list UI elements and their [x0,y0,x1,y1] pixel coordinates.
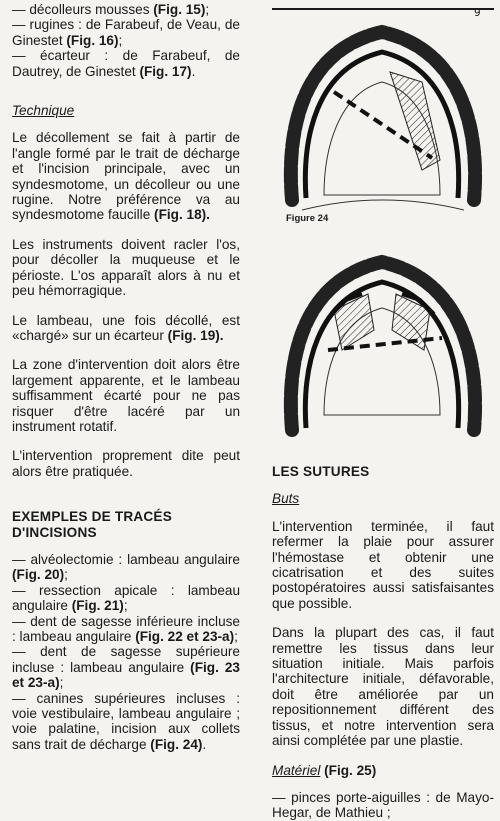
examples-heading: EXEMPLES DE TRACÉS D'INCISIONS [12,509,172,540]
list-item: — alvéolectomie : lambeau angulaire (Fig. 20); [12,551,240,583]
list-item: — ressection apicale : lambeau angulaire (Fig. 21); [12,582,240,614]
dental-arch-illustration [272,10,494,450]
sutures-heading: LES SUTURES [272,464,370,479]
buts-paragraph: L'intervention terminée, il faut refermer la plaie pour assurer l'hémostase et obtenir une cicatrisation et des suites postopératoires aussi satisfaisantes que possible. [272,518,494,611]
figure-24 [272,8,494,450]
list-item: — canines supérieures incluses : voie vestibulaire, lambeau angulaire ; voie palatine, incision aux collets sans trait de décharge (Fig. 24). [12,690,240,752]
technique-paragraph: Le lambeau, une fois décollé, est «chargé» sur un écarteur (Fig. 19). [12,312,240,343]
list-item: — dent de sagesse inférieure incluse : lambeau angulaire (Fig. 22 et 23-a); [12,613,240,644]
list-item: — écarteur : de Farabeuf, de Dautrey, de Ginestet (Fig. 17). [12,48,240,79]
page-mark: 9 [474,6,481,19]
left-column [12,0,240,752]
list-item: — rugines : de Farabeuf, de Veau, de Ginestet (Fig. 16); [12,17,240,48]
buts-paragraph: Dans la plupart des cas, il faut remettre les tissus dans leur situation initiale. Mais parfois l'architecture initiale, défavorable, doit être améliorée par un repositionnement différent des tissus, et notre intervention sera ainsi complétée par une plastie. [272,625,494,749]
technique-paragraph: La zone d'intervention doit alors être largement apparente, et le lambeau suffisamment écarté pour ne pas risquer d'être lacéré par un instrument rotatif. [12,357,240,434]
list-item: — décolleurs mousses (Fig. 15); [12,2,210,17]
technique-paragraph: Le décollement se fait à partir de l'angle formé par le trait de décharge et l'incision principale, avec un syndesmotome, un décolleur ou une rugine. Notre préférence va au syndesmotome faucille (Fig. 18). [12,130,240,223]
list-item: — pinces porte-aiguilles : de Mayo-Hegar, de Mathieu ; [272,789,494,821]
examples-list [12,552,240,752]
technique-paragraph: Les instruments doivent racler l'os, pour décoller la muqueuse et le périoste. L'os apparaît alors à nu et peu hémorragique. [12,236,240,299]
figure-caption: Figure 24 [286,213,329,224]
right-column [272,464,494,821]
materiel-heading: Matériel (Fig. 25) [272,762,377,778]
instrument-list [12,2,240,79]
lower-arch-drawing [291,262,475,430]
technique-heading: Technique [12,103,75,119]
technique-paragraph: L'intervention proprement dite peut alors être pratiquée. [12,448,240,479]
buts-heading: Buts [272,491,300,507]
list-item: — dent de sagesse supérieure incluse : lambeau angulaire (Fig. 23 et 23-a); [12,644,240,691]
upper-arch-drawing [291,32,475,210]
